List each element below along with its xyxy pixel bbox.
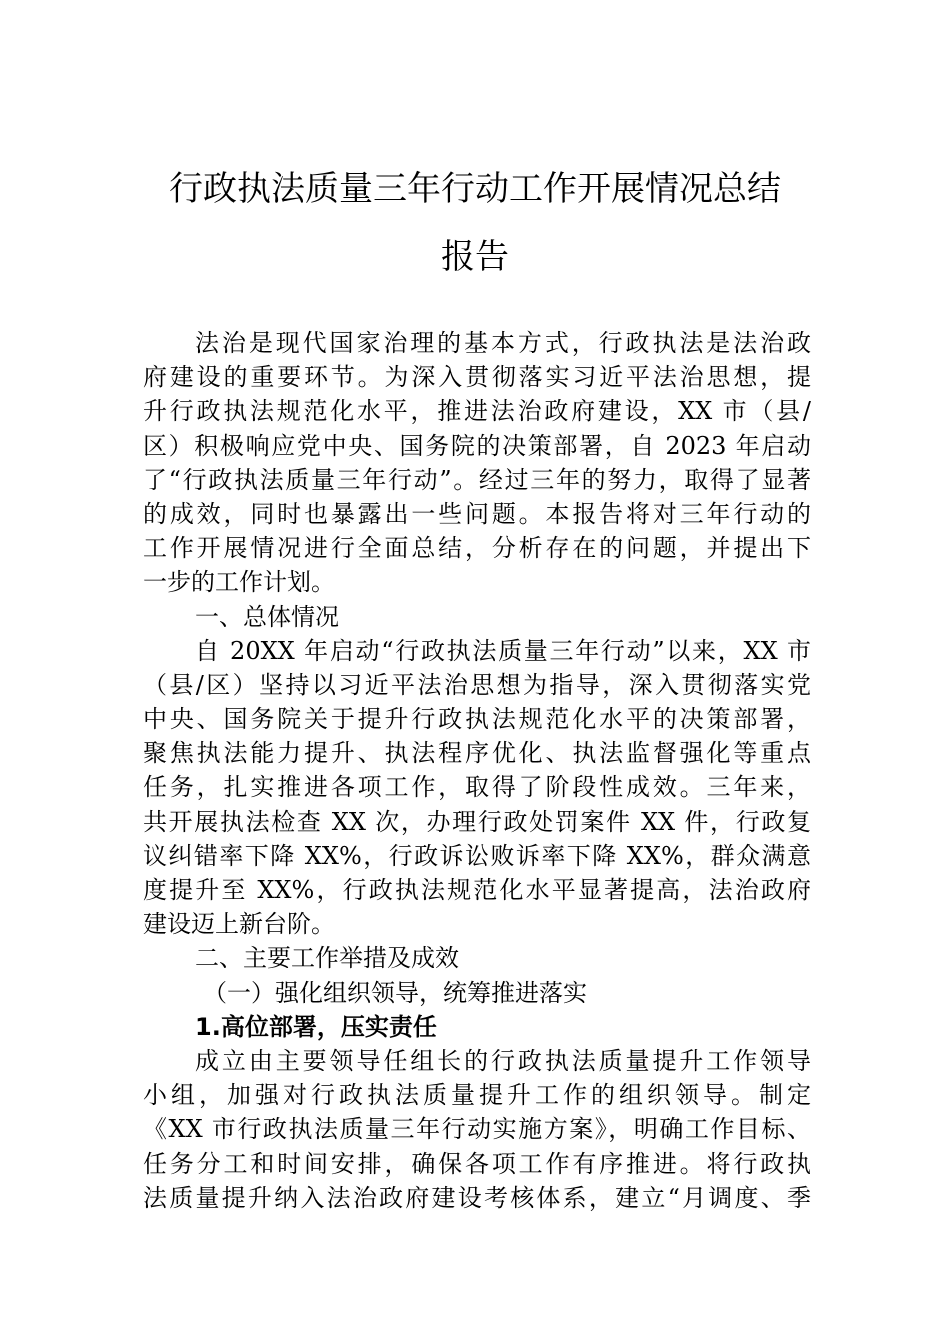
paragraph-line: 议纠错率下降 XX%，行政诉讼败诉率下降 XX%，群众满意 <box>143 841 811 870</box>
paragraph-line: 共开展执法检查 XX 次，办理行政处罚案件 XX 件，行政复 <box>143 807 811 836</box>
section-heading: 二、主要工作举措及成效 <box>195 944 459 973</box>
document-title-line-2: 报告 <box>441 237 509 277</box>
paragraph-line: 的成效，同时也暴露出一些问题。本报告将对三年行动的 <box>143 499 811 528</box>
paragraph-line: 法治是现代国家治理的基本方式，行政执法是法治政 <box>195 329 811 357</box>
paragraph-line: 自 20XX 年启动“行政执法质量三年行动”以来，XX 市 <box>195 636 811 665</box>
paragraph-line: 工作开展情况进行全面总结，分析存在的问题，并提出下 <box>143 534 811 563</box>
item-heading: 1.高位部署，压实责任 <box>195 1012 437 1041</box>
paragraph-line: 成立由主要领导任组长的行政执法质量提升工作领导 <box>195 1046 811 1075</box>
paragraph-line: 小组，加强对行政执法质量提升工作的组织领导。制定 <box>143 1081 811 1110</box>
paragraph-line: 了“行政执法质量三年行动”。经过三年的努力，取得了显著 <box>143 465 811 494</box>
document-body <box>143 326 811 1215</box>
paragraph-line: 任务，扎实推进各项工作，取得了阶段性成效。三年来， <box>143 773 811 802</box>
paragraph-line: 度提升至 XX%，行政执法规范化水平显著提高，法治政府 <box>143 876 811 904</box>
subsection-heading: （一）强化组织领导，统筹推进落实 <box>203 978 587 1007</box>
paragraph-line: 法质量提升纳入法治政府建设考核体系，建立“月调度、季 <box>143 1183 811 1212</box>
paragraph-line: 建设迈上新台阶。 <box>143 910 335 939</box>
paragraph-line: 《XX 市行政执法质量三年行动实施方案》，明确工作目标、 <box>143 1115 811 1144</box>
paragraph-line: 中央、国务院关于提升行政执法规范化水平的决策部署， <box>143 705 811 734</box>
paragraph-line: 升行政执法规范化水平，推进法治政府建设，XX 市（县/ <box>143 397 811 426</box>
paragraph-line: 任务分工和时间安排，确保各项工作有序推进。将行政执 <box>143 1149 811 1178</box>
section-heading: 一、总体情况 <box>195 602 339 631</box>
paragraph-line: 区）积极响应党中央、国务院的决策部署，自 2023 年启动 <box>143 431 811 460</box>
paragraph-line: 府建设的重要环节。为深入贯彻落实习近平法治思想，提 <box>143 363 811 392</box>
paragraph-line: 一步的工作计划。 <box>143 568 335 597</box>
paragraph-line: （县/区）坚持以习近平法治思想为指导，深入贯彻落实党 <box>143 670 811 699</box>
document-title-line-1: 行政执法质量三年行动工作开展情况总结 <box>169 169 781 209</box>
paragraph-line: 聚焦执法能力提升、执法程序优化、执法监督强化等重点 <box>143 739 811 768</box>
